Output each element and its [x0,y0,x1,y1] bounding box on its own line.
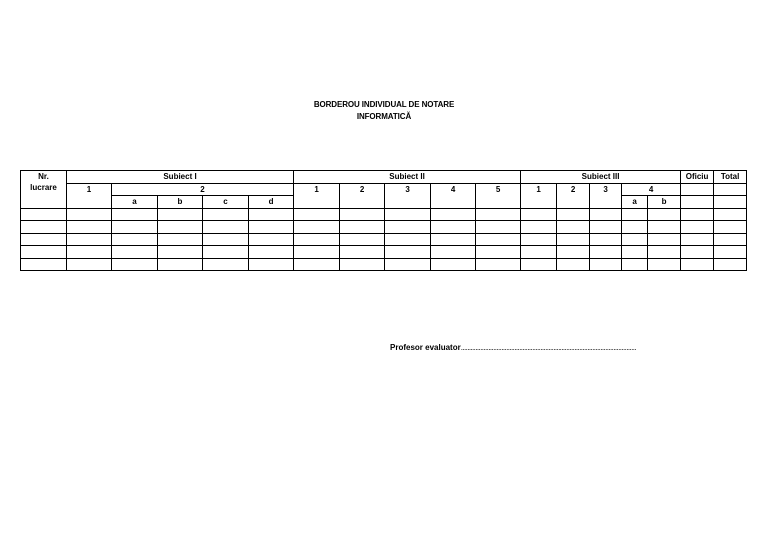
s1-sub-c: c [203,196,249,209]
grade-cell [648,221,681,234]
grade-cell [476,258,521,271]
s3-item-3: 3 [590,183,622,208]
table-row [21,258,747,271]
grade-cell [622,246,648,259]
oficiu-header: Oficiu [681,171,714,184]
grade-cell [521,233,557,246]
grade-cell [112,221,158,234]
grade-cell [681,221,714,234]
grade-cell [714,233,747,246]
grade-cell [112,246,158,259]
grade-cell [476,208,521,221]
grade-cell [21,233,67,246]
subiect-1-header: Subiect I [67,171,294,184]
s1-item-2: 2 [112,183,294,196]
grade-cell [714,221,747,234]
grade-cell [158,208,203,221]
lucrare-label: lucrare [30,183,57,192]
grade-cell [340,233,385,246]
grade-cell [521,258,557,271]
s3-sub-b: b [648,196,681,209]
oficiu-blank [681,183,714,196]
subiect-3-header: Subiect III [521,171,681,184]
grade-cell [385,221,431,234]
grade-cell [648,208,681,221]
total-blank-2 [714,196,747,209]
grade-cell [714,246,747,259]
grade-cell [67,233,112,246]
grade-cell [622,208,648,221]
grade-cell [21,258,67,271]
grade-cell [476,221,521,234]
grade-cell [681,258,714,271]
grade-cell [340,258,385,271]
grade-cell [112,258,158,271]
nr-lucrare-header [21,171,67,209]
grade-cell [622,221,648,234]
table-row [21,233,747,246]
grade-cell [340,221,385,234]
grading-table [20,170,747,271]
grade-cell [557,258,590,271]
grade-cell [476,246,521,259]
grade-cell [158,246,203,259]
grade-cell [385,208,431,221]
oficiu-blank-2 [681,196,714,209]
s3-item-2: 2 [557,183,590,208]
s2-item-3: 3 [385,183,431,208]
grade-cell [249,221,294,234]
evaluator-signature-line [390,343,744,352]
s2-item-5: 5 [476,183,521,208]
grade-cell [521,208,557,221]
grade-cell [557,221,590,234]
grade-cell [249,258,294,271]
grade-cell [557,208,590,221]
grade-cell [67,258,112,271]
document-subtitle: INFORMATICĂ [356,112,412,121]
grade-cell [340,208,385,221]
table-row [21,246,747,259]
grade-cell [431,221,476,234]
grade-cell [521,246,557,259]
grade-cell [590,208,622,221]
grade-cell [648,233,681,246]
total-header: Total [714,171,747,184]
grade-cell [158,233,203,246]
s2-item-2: 2 [340,183,385,208]
grade-cell [249,208,294,221]
grade-cell [21,208,67,221]
grade-cell [476,233,521,246]
grade-cell [590,258,622,271]
grade-cell [340,246,385,259]
s2-item-4: 4 [431,183,476,208]
grade-cell [590,233,622,246]
grade-cell [203,208,249,221]
grade-cell [67,221,112,234]
grade-cell [648,246,681,259]
header-row-subjects [21,171,747,184]
grade-cell [714,258,747,271]
s1-sub-a: a [112,196,158,209]
grade-cell [294,221,340,234]
grade-cell [431,208,476,221]
s3-item-1: 1 [521,183,557,208]
evaluator-label: Profesor evaluator [390,343,461,352]
s3-sub-a: a [622,196,648,209]
grade-cell [249,233,294,246]
grade-cell [294,208,340,221]
grade-cell [21,221,67,234]
grade-cell [681,208,714,221]
document-title: BORDEROU INDIVIDUAL DE NOTARE [313,100,455,109]
grade-cell [67,208,112,221]
grade-cell [385,258,431,271]
grade-cell [622,258,648,271]
nr-label: Nr. [38,172,49,181]
grade-cell [385,246,431,259]
grade-cell [557,233,590,246]
s3-item-4: 4 [622,183,681,196]
total-blank [714,183,747,196]
grade-cell [21,246,67,259]
grade-cell [714,208,747,221]
grade-cell [431,233,476,246]
grade-cell [557,246,590,259]
grade-cell [158,221,203,234]
s1-sub-d: d [249,196,294,209]
subiect-2-header: Subiect II [294,171,521,184]
grade-cell [203,258,249,271]
grade-cell [294,258,340,271]
grade-cell [203,233,249,246]
signature-dots: ............................................................................................................ [460,343,636,352]
grade-cell [681,233,714,246]
grade-cell [249,246,294,259]
grade-cell [203,246,249,259]
grade-cell [385,233,431,246]
grade-cell [622,233,648,246]
grade-cell [112,208,158,221]
grade-cell [203,221,249,234]
grade-cell [590,221,622,234]
header-row-items [21,183,747,196]
grade-cell [67,246,112,259]
grade-cell [431,246,476,259]
grade-cell [112,233,158,246]
grade-cell [590,246,622,259]
s1-item-1: 1 [67,183,112,208]
grade-cell [648,258,681,271]
grade-cell [431,258,476,271]
grade-cell [158,258,203,271]
s2-item-1: 1 [294,183,340,208]
table-row [21,208,747,221]
table-row [21,221,747,234]
s1-sub-b: b [158,196,203,209]
grade-cell [521,221,557,234]
grade-cell [294,246,340,259]
grade-cell [294,233,340,246]
grade-cell [681,246,714,259]
